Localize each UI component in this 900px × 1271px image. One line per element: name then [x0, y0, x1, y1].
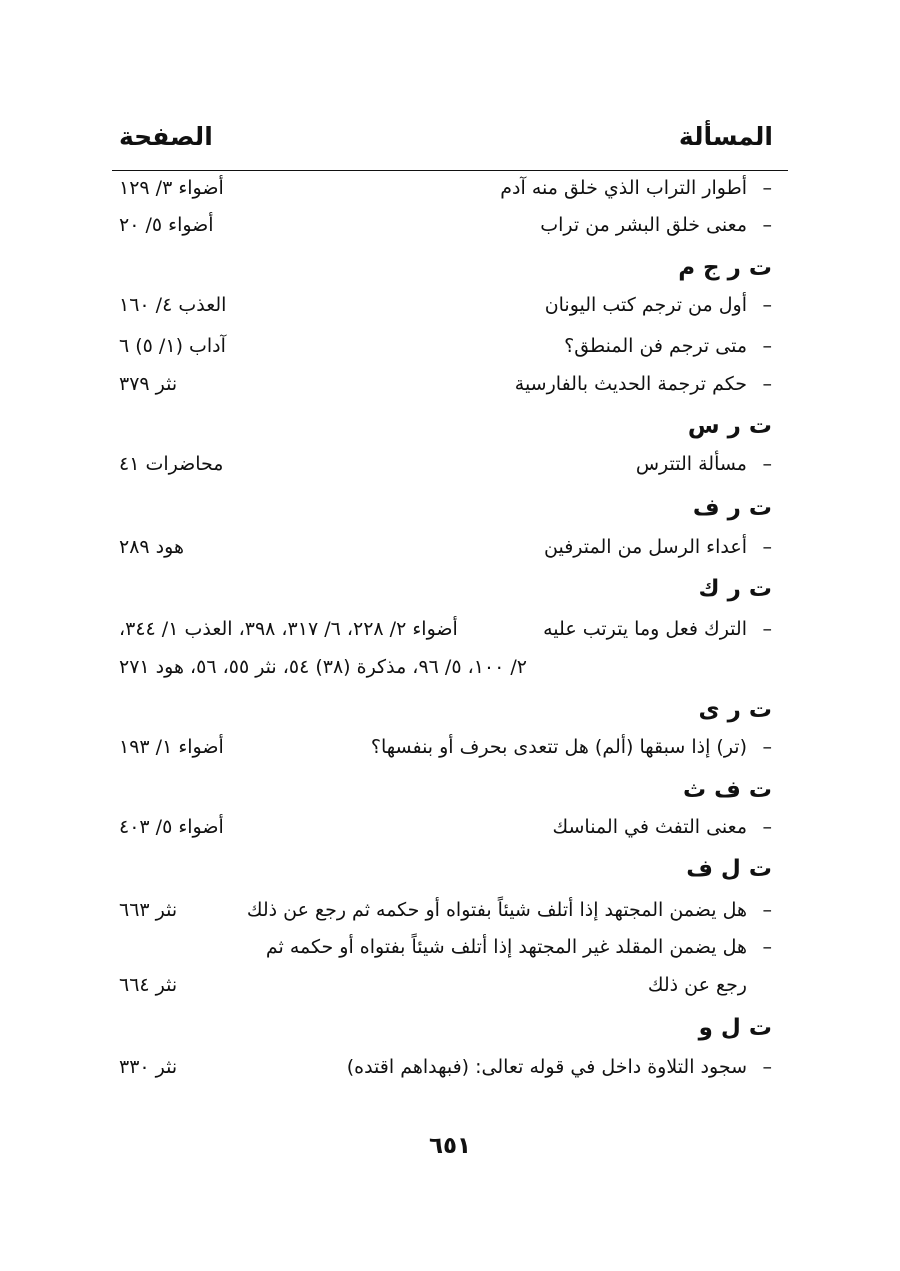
- page-column-header: الصفحة: [119, 122, 213, 151]
- entry-text: أول من ترجم كتب اليونان: [544, 294, 747, 316]
- entry-ref: العذب ٤/ ١٦٠: [119, 294, 227, 316]
- entry-text: الترك فعل وما يترتب عليه: [543, 618, 747, 640]
- header-rule: [112, 170, 788, 171]
- entry-dash: –: [762, 536, 772, 558]
- entry-text: مسألة التترس: [635, 453, 747, 475]
- entry-dash: –: [762, 618, 772, 640]
- entry-text: سجود التلاوة داخل في قوله تعالى: (فبهداهم اقتده): [346, 1056, 747, 1078]
- entry-ref: أضواء ٣/ ١٢٩: [119, 177, 224, 199]
- entry-dash: –: [762, 177, 772, 199]
- entry-text: أطوار التراب الذي خلق منه آدم: [500, 177, 747, 199]
- entry-dash: –: [762, 1056, 772, 1078]
- section-title: ت ر ف: [692, 495, 772, 521]
- entry-text: حكم ترجمة الحديث بالفارسية: [514, 373, 747, 395]
- entry-text: (تر) إذا سبقها (ألم) هل تتعدى بحرف أو بنفسها؟: [370, 736, 747, 758]
- entry-ref: محاضرات ٤١: [119, 453, 224, 475]
- entry-ref: نثر ٦٦٣: [119, 899, 178, 921]
- entry-ref: آداب (١/ ٥) ٦: [119, 335, 226, 357]
- entry-ref: هود ٢٨٩: [119, 536, 184, 558]
- entry-dash: –: [762, 816, 772, 838]
- section-title: ت ر س: [687, 413, 772, 439]
- entry-ref: أضواء ١/ ١٩٣: [119, 736, 224, 758]
- entry-dash: –: [762, 335, 772, 357]
- section-title: ت ر ى: [698, 697, 772, 723]
- entry-ref: نثر ٣٣٠: [119, 1056, 178, 1078]
- section-title: ت ر ج م: [678, 255, 772, 281]
- entry-text: هل يضمن المجتهد إذا أتلف شيئاً بفتواه أو حكمه ثم رجع عن ذلك: [246, 899, 747, 921]
- entry-text: أعداء الرسل من المترفين: [544, 536, 747, 558]
- entry-dash: –: [762, 214, 772, 236]
- entry-text: متى ترجم فن المنطق؟: [564, 335, 747, 357]
- section-title: ت ل ف: [686, 856, 772, 882]
- section-title: ت ف ث: [683, 777, 772, 803]
- entry-dash: –: [762, 736, 772, 758]
- entry-text: معنى التفث في المناسك: [552, 816, 747, 838]
- entry-ref: نثر ٦٦٤: [119, 974, 178, 996]
- entry-ref-line2: ٢/ ١٠٠، ٥/ ٩٦، مذكرة (٣٨) ٥٤، نثر ٥٥، ٥٦، هود ٢٧١: [119, 656, 527, 678]
- entry-ref: أضواء ٥/ ٢٠: [119, 214, 214, 236]
- entry-dash: –: [762, 373, 772, 395]
- entry-text-line1: هل يضمن المقلد غير المجتهد إذا أتلف شيئاً بفتواه أو حكمه ثم: [265, 936, 747, 958]
- entry-dash: –: [762, 453, 772, 475]
- entry-text-line2: رجع عن ذلك: [647, 974, 747, 996]
- entry-text: معنى خلق البشر من تراب: [540, 214, 747, 236]
- entry-ref: نثر ٣٧٩: [119, 373, 178, 395]
- entry-dash: –: [762, 936, 772, 958]
- section-title: ت ل و: [698, 1015, 772, 1041]
- entry-ref-line1: أضواء ٢/ ٢٢٨، ٦/ ٣١٧، ٣٩٨، العذب ١/ ٣٤٤،: [119, 618, 458, 640]
- page-number: ٦٥١: [428, 1133, 472, 1159]
- entry-dash: –: [762, 294, 772, 316]
- entry-dash: –: [762, 899, 772, 921]
- entry-ref: أضواء ٥/ ٤٠٣: [119, 816, 224, 838]
- question-column-header: المسألة: [678, 122, 773, 151]
- section-title: ت ر ك: [698, 576, 772, 602]
